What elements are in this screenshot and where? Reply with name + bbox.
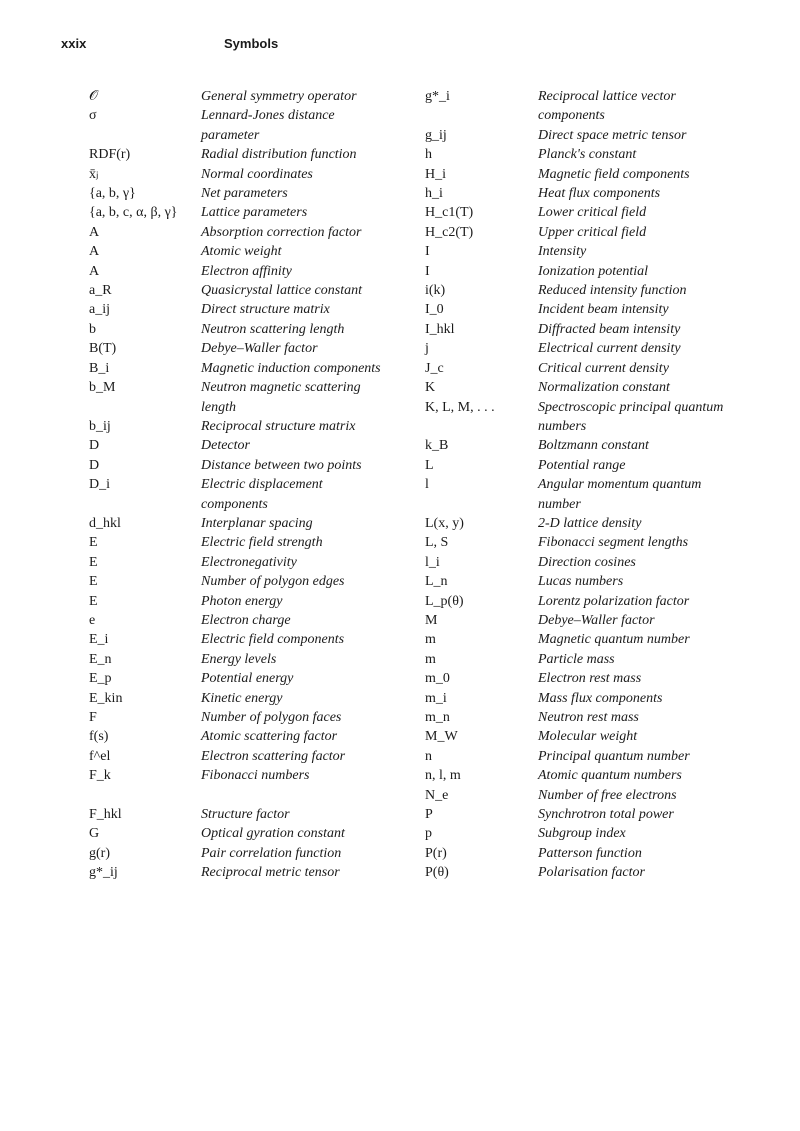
symbol-definition: Electronegativity (201, 554, 297, 570)
symbol-entry (425, 475, 745, 514)
symbol-entry (425, 87, 745, 126)
symbol-definition: Ionization potential (538, 263, 649, 279)
symbol-definition: Angular momentum quantum number (538, 477, 702, 512)
symbol-definition: Normalization constant (538, 380, 670, 396)
symbol: b (89, 321, 96, 337)
symbol-entry (89, 184, 389, 203)
symbol-entry (89, 242, 389, 261)
symbol: B_i (89, 360, 110, 376)
symbol-entry (425, 398, 745, 437)
symbol-entry (89, 863, 389, 882)
symbol: D (89, 457, 100, 473)
symbol-entry (425, 203, 745, 222)
symbol-definition: Optical gyration constant (201, 826, 345, 842)
symbol-entry (425, 727, 745, 746)
symbol-entry (425, 572, 745, 591)
symbol-definition: Mass flux components (538, 690, 663, 706)
symbol: K, L, M, . . . (425, 399, 495, 415)
symbol: D (89, 438, 100, 454)
symbol-entry (89, 669, 389, 688)
symbol-entry (425, 514, 745, 533)
symbol: g_ij (425, 127, 447, 143)
symbol: D_i (89, 477, 110, 493)
symbol-definition: Absorption correction factor (201, 224, 362, 240)
symbol-definition: Polarisation factor (538, 865, 645, 881)
symbol-definition: Direct space metric tensor (538, 127, 687, 143)
symbol: {a, b, γ} (89, 186, 136, 202)
symbol-entry (89, 650, 389, 669)
symbol: E (89, 574, 98, 590)
symbol: m_n (425, 710, 450, 725)
symbol-definition: Reciprocal structure matrix (201, 418, 356, 434)
symbol-definition: Boltzmann constant (538, 438, 649, 454)
symbol-entry (89, 475, 389, 514)
symbol-definition: Lattice parameters (201, 205, 308, 221)
symbol-definition: Electron scattering factor (201, 748, 346, 764)
symbol: h (425, 147, 432, 163)
symbol-definition: Net parameters (201, 186, 288, 202)
symbol-entry (425, 863, 745, 882)
symbol: 𝒪 (89, 89, 98, 104)
symbol-entry (89, 592, 389, 611)
symbol-entry (89, 630, 389, 649)
symbol-definition: Spectroscopic principal quantum numbers (538, 399, 724, 434)
symbol-definition: Neutron scattering length (201, 321, 345, 337)
symbol-definition: Patterson function (538, 845, 642, 861)
symbol-entry (425, 650, 745, 669)
symbol-definition: Number of polygon faces (201, 710, 342, 725)
symbol-entry (89, 87, 389, 106)
symbol: H_c1(T) (425, 205, 474, 221)
symbol-definition: Number of free electrons (538, 787, 677, 803)
symbol-entry (89, 708, 389, 727)
symbol: B(T) (89, 341, 117, 357)
symbol-definition: Pair correlation function (201, 845, 342, 861)
symbols-column-right (425, 87, 745, 883)
symbol-definition: Radial distribution function (201, 147, 357, 163)
symbol: d_hkl (89, 515, 121, 531)
symbol: I (425, 244, 430, 260)
symbol: RDF(r) (89, 147, 131, 163)
symbol-definition: Direction cosines (538, 554, 636, 570)
symbol: E (89, 535, 98, 551)
symbol-entry (89, 727, 389, 746)
symbol-entry (89, 106, 389, 145)
symbol-entry (425, 533, 745, 552)
symbol-entry (425, 553, 745, 572)
symbol: J_c (425, 360, 444, 376)
symbol-entry (425, 184, 745, 203)
symbol-definition: Fibonacci numbers (201, 768, 310, 784)
symbol-entry (89, 436, 389, 455)
symbol-definition: Energy levels (201, 651, 277, 667)
symbol-entry (425, 281, 745, 300)
symbol-entry (425, 300, 745, 319)
symbol-definition: Neutron rest mass (538, 710, 639, 725)
symbol: I (425, 263, 430, 279)
symbol-definition: Electric displacement components (201, 477, 323, 512)
symbol-entry (425, 708, 745, 727)
symbol-definition: Electron charge (201, 612, 291, 628)
symbol-definition: Fibonacci segment lengths (538, 535, 689, 551)
symbol-entry (89, 572, 389, 591)
symbol: n, l, m (425, 768, 461, 784)
symbol: P (425, 807, 433, 823)
symbol-definition: Incident beam intensity (538, 302, 669, 318)
symbol-definition: Principal quantum number (538, 748, 690, 764)
symbol-definition: Lucas numbers (538, 574, 624, 590)
symbol: F_hkl (89, 807, 122, 823)
symbol-entry (425, 320, 745, 339)
symbol-definition: Magnetic induction components (201, 360, 381, 376)
symbol-entry (89, 786, 389, 805)
symbol-entry (425, 242, 745, 261)
symbol-definition: Kinetic energy (201, 690, 283, 706)
symbol-entry (425, 339, 745, 358)
symbol-definition: Electrical current density (538, 341, 681, 357)
page-header (61, 36, 361, 56)
symbol-entry (425, 223, 745, 242)
symbol-definition: Electric field strength (201, 535, 323, 551)
symbol-entry (425, 669, 745, 688)
symbol: L, S (425, 535, 449, 551)
symbol-entry (425, 126, 745, 145)
symbol-entry (89, 533, 389, 552)
symbol: L (425, 457, 434, 473)
symbol: E_i (89, 632, 109, 648)
symbol: G (89, 826, 100, 842)
symbol-definition: Subgroup index (538, 826, 626, 842)
symbol-definition: Intensity (538, 244, 587, 260)
symbol-definition: Number of polygon edges (201, 574, 345, 590)
symbol-definition: Lorentz polarization factor (538, 593, 690, 609)
symbol: I_0 (425, 302, 444, 318)
page-number: xxix (61, 36, 87, 51)
symbol-entry (89, 223, 389, 242)
symbol-entry (425, 786, 745, 805)
symbol-entry (425, 824, 745, 843)
symbol: m_0 (425, 671, 450, 687)
symbol: f(s) (89, 729, 109, 745)
symbol: E (89, 554, 98, 570)
symbol: x̄ⱼ (89, 166, 99, 182)
symbol-entry (89, 320, 389, 339)
symbol-definition: Particle mass (538, 651, 615, 667)
symbol: A (89, 263, 100, 279)
symbol-entry (89, 262, 389, 281)
symbol: E_p (89, 671, 112, 687)
symbol-entry (89, 281, 389, 300)
symbol-definition: Neutron magnetic scattering length (201, 380, 361, 415)
symbol-definition: Reciprocal lattice vector components (538, 89, 676, 124)
symbol: h_i (425, 186, 443, 202)
symbol-definition: Interplanar spacing (201, 515, 313, 531)
symbol-definition: 2-D lattice density (538, 515, 642, 531)
symbol-entry (89, 824, 389, 843)
symbol-entry (89, 359, 389, 378)
symbol: m (425, 651, 436, 667)
symbol-definition: General symmetry operator (201, 89, 357, 104)
symbol-entry (425, 611, 745, 630)
symbol: l_i (425, 554, 440, 570)
symbol-definition: Electric field components (201, 632, 345, 648)
symbol-entry (89, 339, 389, 358)
symbol-definition: Lower critical field (538, 205, 647, 221)
symbol-entry (425, 766, 745, 785)
symbol-entry (425, 805, 745, 824)
symbols-column-left (89, 87, 389, 883)
symbol: M (425, 612, 438, 628)
symbol-definition: Diffracted beam intensity (538, 321, 681, 337)
symbol: n (425, 748, 432, 764)
symbol-definition: Heat flux components (538, 186, 661, 202)
symbol: p (425, 826, 432, 842)
symbol-entry (89, 456, 389, 475)
symbol-definition (201, 786, 381, 805)
symbol-entry (89, 165, 389, 184)
page-title: Symbols (224, 36, 279, 51)
symbol-definition: Atomic quantum numbers (538, 768, 682, 784)
symbol-entry (425, 165, 745, 184)
symbol: M_W (425, 729, 458, 745)
symbol: A (89, 224, 100, 240)
symbol: b_ij (89, 418, 111, 434)
symbol: I_hkl (425, 321, 455, 337)
symbol: E (89, 593, 98, 609)
symbol: a_R (89, 283, 112, 299)
symbol-entry (89, 300, 389, 319)
symbol-entry (425, 359, 745, 378)
symbol-entry (89, 611, 389, 630)
symbol: P(r) (425, 845, 447, 861)
symbol-definition: Potential range (538, 457, 626, 473)
symbol-definition: Detector (201, 438, 250, 454)
symbol-definition: Direct structure matrix (201, 302, 330, 318)
symbol-entry (425, 844, 745, 863)
symbol-definition: Synchrotron total power (538, 807, 674, 823)
symbol: A (89, 244, 100, 260)
symbol: L_p(θ) (425, 593, 464, 609)
symbol-entry (425, 262, 745, 281)
symbol-definition: Electron affinity (201, 263, 292, 279)
symbol-definition: Molecular weight (538, 729, 638, 745)
symbol-entry (89, 747, 389, 766)
symbol-definition: Debye–Waller factor (538, 612, 655, 628)
symbol: K (425, 380, 436, 396)
symbol-definition: Lennard-Jones distance parameter (201, 108, 335, 143)
symbol-definition: Debye–Waller factor (201, 341, 318, 357)
symbol: E_kin (89, 690, 123, 706)
symbol: m (425, 632, 436, 648)
symbol-definition: Magnetic quantum number (538, 632, 690, 648)
symbol: f^el (89, 748, 111, 764)
symbol: g(r) (89, 845, 110, 861)
symbol-entry (89, 145, 389, 164)
symbol: H_i (425, 166, 446, 182)
symbol-definition: Reduced intensity function (538, 283, 687, 299)
symbol-definition: Upper critical field (538, 224, 647, 240)
symbol-definition: Photon energy (201, 593, 283, 609)
symbol: i(k) (425, 283, 446, 299)
symbol: e (89, 612, 96, 628)
symbol: j (425, 341, 429, 357)
symbol: m_i (425, 690, 447, 706)
symbol-entry (89, 203, 389, 222)
symbol-definition: Structure factor (201, 807, 290, 823)
symbol: H_c2(T) (425, 224, 474, 240)
symbol-entry (89, 689, 389, 708)
symbol: g*_ij (89, 865, 118, 881)
symbol-entry (89, 514, 389, 533)
symbol-entry (89, 553, 389, 572)
symbol: {a, b, c, α, β, γ} (89, 205, 178, 221)
symbol-definition: Critical current density (538, 360, 669, 376)
symbol: σ (89, 108, 97, 124)
symbol-definition: Potential energy (201, 671, 294, 687)
symbol-definition: Magnetic field components (538, 166, 690, 182)
symbol-entry (425, 689, 745, 708)
symbol (89, 786, 201, 805)
symbol-definition: Electron rest mass (538, 671, 642, 687)
symbol: L(x, y) (425, 515, 464, 531)
symbol: g*_i (425, 89, 450, 104)
symbol-entry (425, 747, 745, 766)
symbol: k_B (425, 438, 449, 454)
symbol: L_n (425, 574, 448, 590)
symbol-definition: Normal coordinates (201, 166, 313, 182)
symbol-entry (89, 844, 389, 863)
symbol: l (425, 477, 429, 493)
symbol-entry (425, 456, 745, 475)
symbol-definition: Distance between two points (201, 457, 362, 473)
symbol-entry (425, 592, 745, 611)
symbol-definition: Quasicrystal lattice constant (201, 283, 362, 299)
symbol-definition: Atomic weight (201, 244, 282, 260)
symbol-entry (89, 805, 389, 824)
symbol-entry (89, 417, 389, 436)
symbol: E_n (89, 651, 112, 667)
symbol-entry (425, 378, 745, 397)
symbol-entry (425, 630, 745, 649)
symbol-definition: Planck's constant (538, 147, 637, 163)
symbol-definition: Atomic scattering factor (201, 729, 338, 745)
symbol: b_M (89, 380, 116, 396)
symbol-entry (89, 378, 389, 417)
symbol-entry (425, 145, 745, 164)
symbol: F (89, 710, 97, 725)
symbol: a_ij (89, 302, 110, 318)
symbol: F_k (89, 768, 111, 784)
symbol: N_e (425, 787, 449, 803)
symbol-definition: Reciprocal metric tensor (201, 865, 340, 881)
symbol-entry (89, 766, 389, 785)
symbol-entry (425, 436, 745, 455)
symbol: P(θ) (425, 865, 449, 881)
